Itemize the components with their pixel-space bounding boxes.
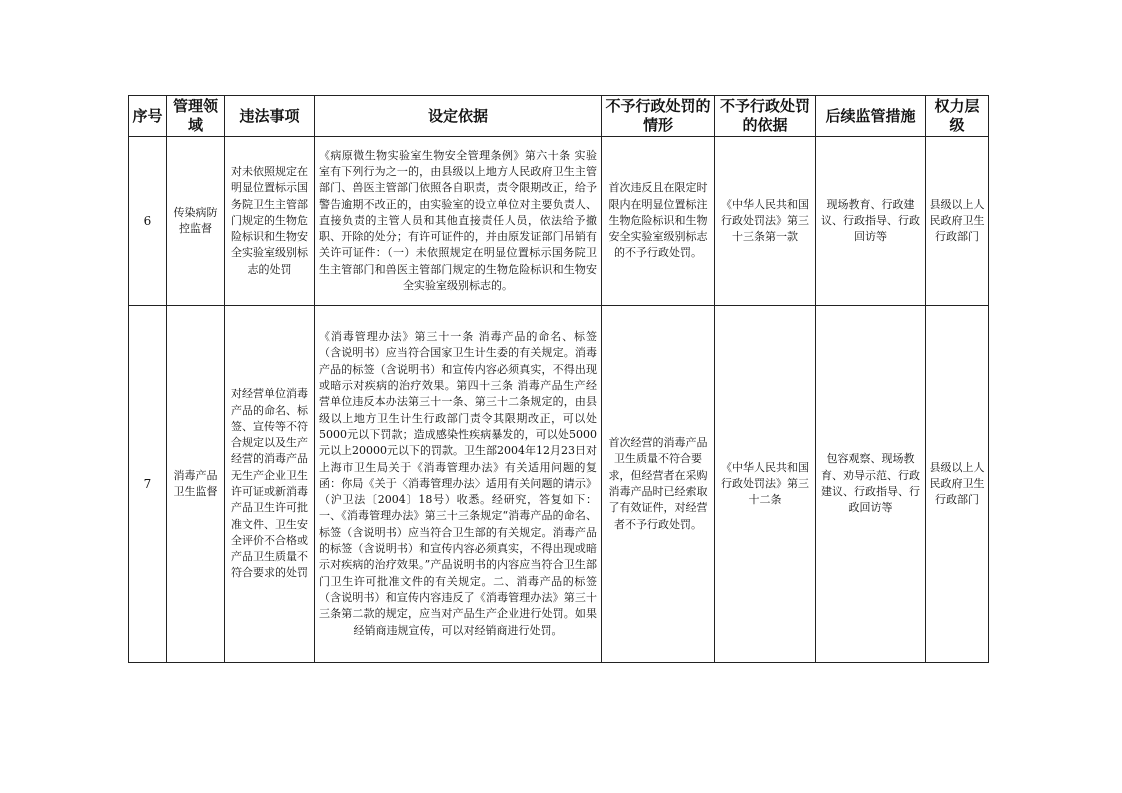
row-seq: 7 bbox=[129, 306, 167, 663]
row-follow-up: 现场教育、行政建议、行政指导、行政回访等 bbox=[816, 137, 926, 306]
header-violation: 违法事项 bbox=[225, 96, 315, 137]
header-no-penalty-case: 不予行政处罚的情形 bbox=[602, 96, 715, 137]
row-seq: 6 bbox=[129, 137, 167, 306]
header-level: 权力层级 bbox=[926, 96, 989, 137]
penalty-exemption-table bbox=[128, 95, 989, 663]
row-violation: 对未依照规定在明显位置标示国务院卫生主管部门规定的生物危险标识和生物安全实验室级别标志的处罚 bbox=[225, 137, 315, 306]
row-violation: 对经营单位消毒产品的命名、标签、宣传等不符合规定以及生产经营的消毒产品无生产企业卫生许可证或新消毒产品卫生许可批准文件、卫生安全评价不合格或产品卫生质量不符合要求的处罚 bbox=[225, 306, 315, 663]
table-row bbox=[129, 306, 989, 663]
row-no-penalty-basis: 《中华人民共和国行政处罚法》第三十三条第一款 bbox=[715, 137, 816, 306]
row-follow-up: 包容观察、现场教育、劝导示范、行政建议、行政指导、行政回访等 bbox=[816, 306, 926, 663]
header-field: 管理领域 bbox=[167, 96, 225, 137]
row-basis: 《消毒管理办法》第三十一条 消毒产品的命名、标签（含说明书）应当符合国家卫生计生委的有关规定。消毒产品的标签（含说明书）和宣传内容必须真实，不得出现或暗示对疾病的治疗效果。第四十三条 消毒产品生产经营单位违反本办法第三十一条、第三十二条规定的，由县级以上地方卫生计生行政部门责令其限期改正，可以处5000元以下罚款；造成感染性疾病暴发的，可以处5000元以上20000元以下的罚款。卫生部2004年12月23日对上海市卫生局关于《消毒管理办法》有关适用问题的复函：你局《关于〈消毒管理办法〉适用有关问题的请示》（沪卫法〔2004〕18号）收悉。经研究，答复如下：一、《消毒管理办法》第三十三条规定“消毒产品的命名、标签（含说明书）应当符合卫生部的有关规定。消毒产品的标签（含说明书）和宣传内容必须真实，不得出现或暗示对疾病的治疗效果。”产品说明书的内容应当符合卫生部门卫生许可批准文件的有关规定。二、消毒产品的标签（含说明书）和宣传内容违反了《消毒管理办法》第三十三条第二款的规定，应当对产品生产企业进行处罚。如果经销商违规宣传，可以对经销商进行处罚。 bbox=[315, 306, 602, 663]
row-field: 传染病防控监督 bbox=[167, 137, 225, 306]
row-no-penalty-basis: 《中华人民共和国行政处罚法》第三十二条 bbox=[715, 306, 816, 663]
row-no-penalty-case: 首次违反且在限定时限内在明显位置标注生物危险标识和生物安全实验室级别标志的不予行政处罚。 bbox=[602, 137, 715, 306]
row-field: 消毒产品卫生监督 bbox=[167, 306, 225, 663]
table-row bbox=[129, 137, 989, 306]
header-no-penalty-basis: 不予行政处罚的依据 bbox=[715, 96, 816, 137]
row-level: 县级以上人民政府卫生行政部门 bbox=[926, 306, 989, 663]
row-basis: 《病原微生物实验室生物安全管理条例》第六十条 实验室有下列行为之一的，由县级以上地方人民政府卫生主管部门、兽医主管部门依照各自职责，责令限期改正，给予警告逾期不改正的，由实验室的设立单位对主要负责人、直接负责的主管人员和其他直接责任人员，依法给予撤职、开除的处分；有许可证件的，并由原发证部门吊销有关许可证件：（一）未依照规定在明显位置标示国务院卫生主管部门和兽医主管部门规定的生物危险标识和生物安全实验室级别标志的。 bbox=[315, 137, 602, 306]
header-row bbox=[129, 96, 989, 137]
row-level: 县级以上人民政府卫生行政部门 bbox=[926, 137, 989, 306]
header-follow-up: 后续监管措施 bbox=[816, 96, 926, 137]
row-no-penalty-case: 首次经营的消毒产品卫生质量不符合要求，但经营者在采购消毒产品时已经索取了有效证件，对经营者不予行政处罚。 bbox=[602, 306, 715, 663]
header-basis: 设定依据 bbox=[315, 96, 602, 137]
header-seq: 序号 bbox=[129, 96, 167, 137]
